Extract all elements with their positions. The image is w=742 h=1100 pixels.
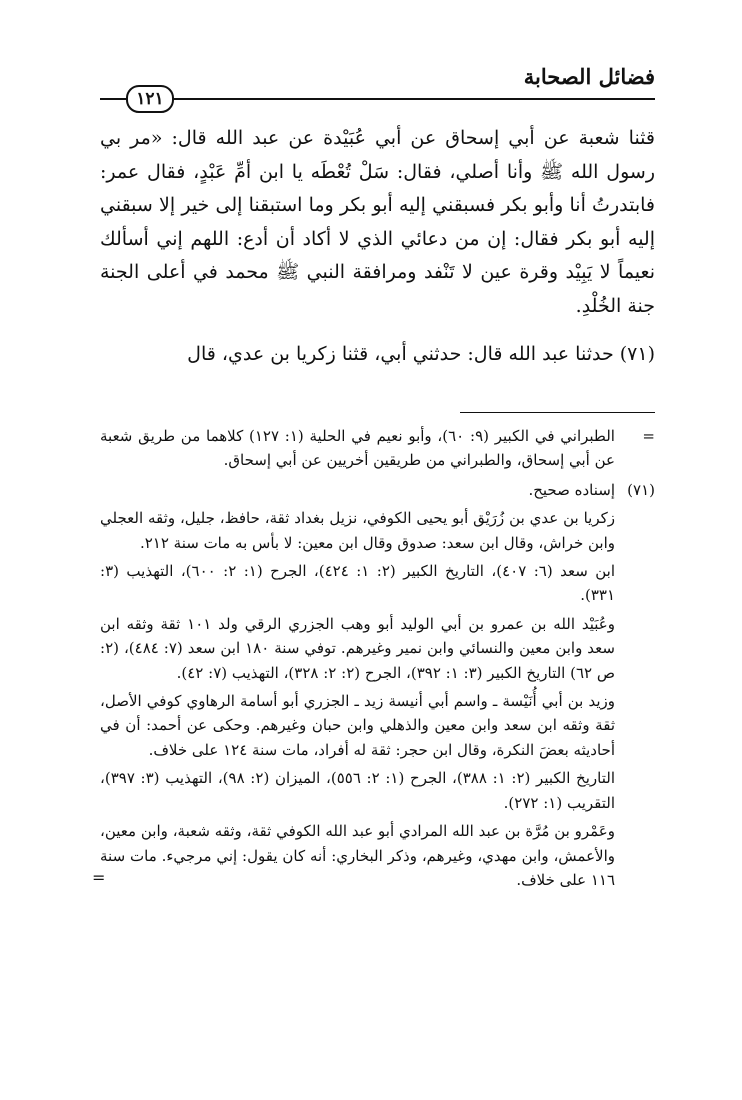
continues-marker: =	[92, 867, 106, 887]
references-zakariya: ابن سعد (٦: ٤٠٧)، التاريخ الكبير (٢: ١: ٤٢٤)، الجرح (١: ٢: ٦٠٠)، التهذيب (٣: ٣٣١).	[100, 562, 615, 605]
narrator-zayd: وزيد بن أبي أُنَيْسة ـ واسم أبي أنيسة زيد ـ الجزري أبو أسامة الرهاوي كوفي الأصل، ثقة وثقه ابن سعد وابن معين والذهلي وابن حبان وغيرهم. وحكى عن أحمد: أن في أحاديثه بعضَ النكرة، وقال ابن حجر: ثقة له أفراد، مات سنة ١٢٤ على خلاف.	[100, 692, 615, 759]
footnote-71-marker: (٧١)	[627, 480, 655, 499]
narrator-amr-text: وعَمْرو بن مُرَّة بن عبد الله المرادي أبو عبد الله الكوفي ثقة، وثقه شعبة، وابن معين، والأعمش، وابن مهدي، وغيرهم، وذكر البخاري: أنه كان يقول: إني مرجيء. مات سنة ١١٦ على خلاف.	[100, 822, 615, 889]
running-header	[100, 62, 655, 110]
hadith-71-intro: (٧١) حدثنا عبد الله قال: حدثني أبي، قثنا زكريا بن عدي، قال	[187, 342, 655, 365]
footnote-divider	[460, 412, 655, 413]
header-title: فضائل الصحابة	[523, 64, 655, 89]
continuation-text: الطبراني في الكبير (٩: ٦٠)، وأبو نعيم في الحلية (١: ١٢٧) كلاهما من طريق شعبة عن أبي إسحاق، والطبراني من طريقين أخريين عن أبي إسحاق.	[100, 427, 615, 470]
main-text	[100, 122, 655, 371]
continuation-marker: =	[642, 427, 655, 445]
hadith-paragraph: قثنا شعبة عن أبي إسحاق عن أبي عُبَيْدة عن عبد الله قال: «مر بي رسول الله ﷺ وأنا أصلي، فقال: سَلْ تُعْطَه يا ابن أمِّ عَبْدٍ، فقال عمر: فابتدرتُ أنا وأبو بكر فسبقني إليه أبو بكر وما استبقنا إلى خير إلا سبقني إليه أبو بكر فقال: إن من دعائي الذي لا أكاد أن أدع: اللهم إني أسألك نعيماً لا يَبِيْد وقرة عين لا تَنْفد ومرافقة النبي ﷺ محمد في أعلى الجنة جنة الخُلْدِ.	[100, 127, 655, 317]
footnote-71	[92, 478, 655, 893]
footnote-continuation	[100, 424, 655, 473]
narrator-ubaydullah: وعُبَيْد الله بن عمرو بن أبي الوليد أبو وهب الجزري الرقي ولد ١٠١ ثقة وثقه ابن سعد وابن معين والنسائي وابن نمير وغيرهم. توفي سنة ١٨٠ ابن سعد (٧: ٤٨٤)، (٢: ص ٦٢) التاريخ الكبير (٣: ١: ٣٩٢)، الجرح (٢: ٢: ٣٢٨)، التهذيب (٧: ٤٢).	[100, 614, 615, 682]
page-number: ١٢١	[126, 85, 174, 113]
narrator-zakariya: زكريا بن عدي بن زُرَيْق أبو يحيى الكوفي، نزيل بغداد ثقة، حافظ، جليل، وثقه العجلي وابن خراش، وقال ابن سعد: صدوق وقال ابن معين: لا بأس به مات سنة ٢١٢.	[100, 509, 615, 552]
narrator-amr	[100, 819, 615, 892]
references-zayd: التاريخ الكبير (٢: ١: ٣٨٨)، الجرح (١: ٢: ٥٥٦)، الميزان (٢: ٩٨)، التهذيب (٣: ٣٩٧)، التقريب (١: ٢٧٢).	[100, 769, 615, 812]
footnote-71-verdict: إسناده صحيح.	[528, 480, 615, 499]
footnotes	[92, 424, 655, 897]
header-rule	[100, 98, 655, 100]
